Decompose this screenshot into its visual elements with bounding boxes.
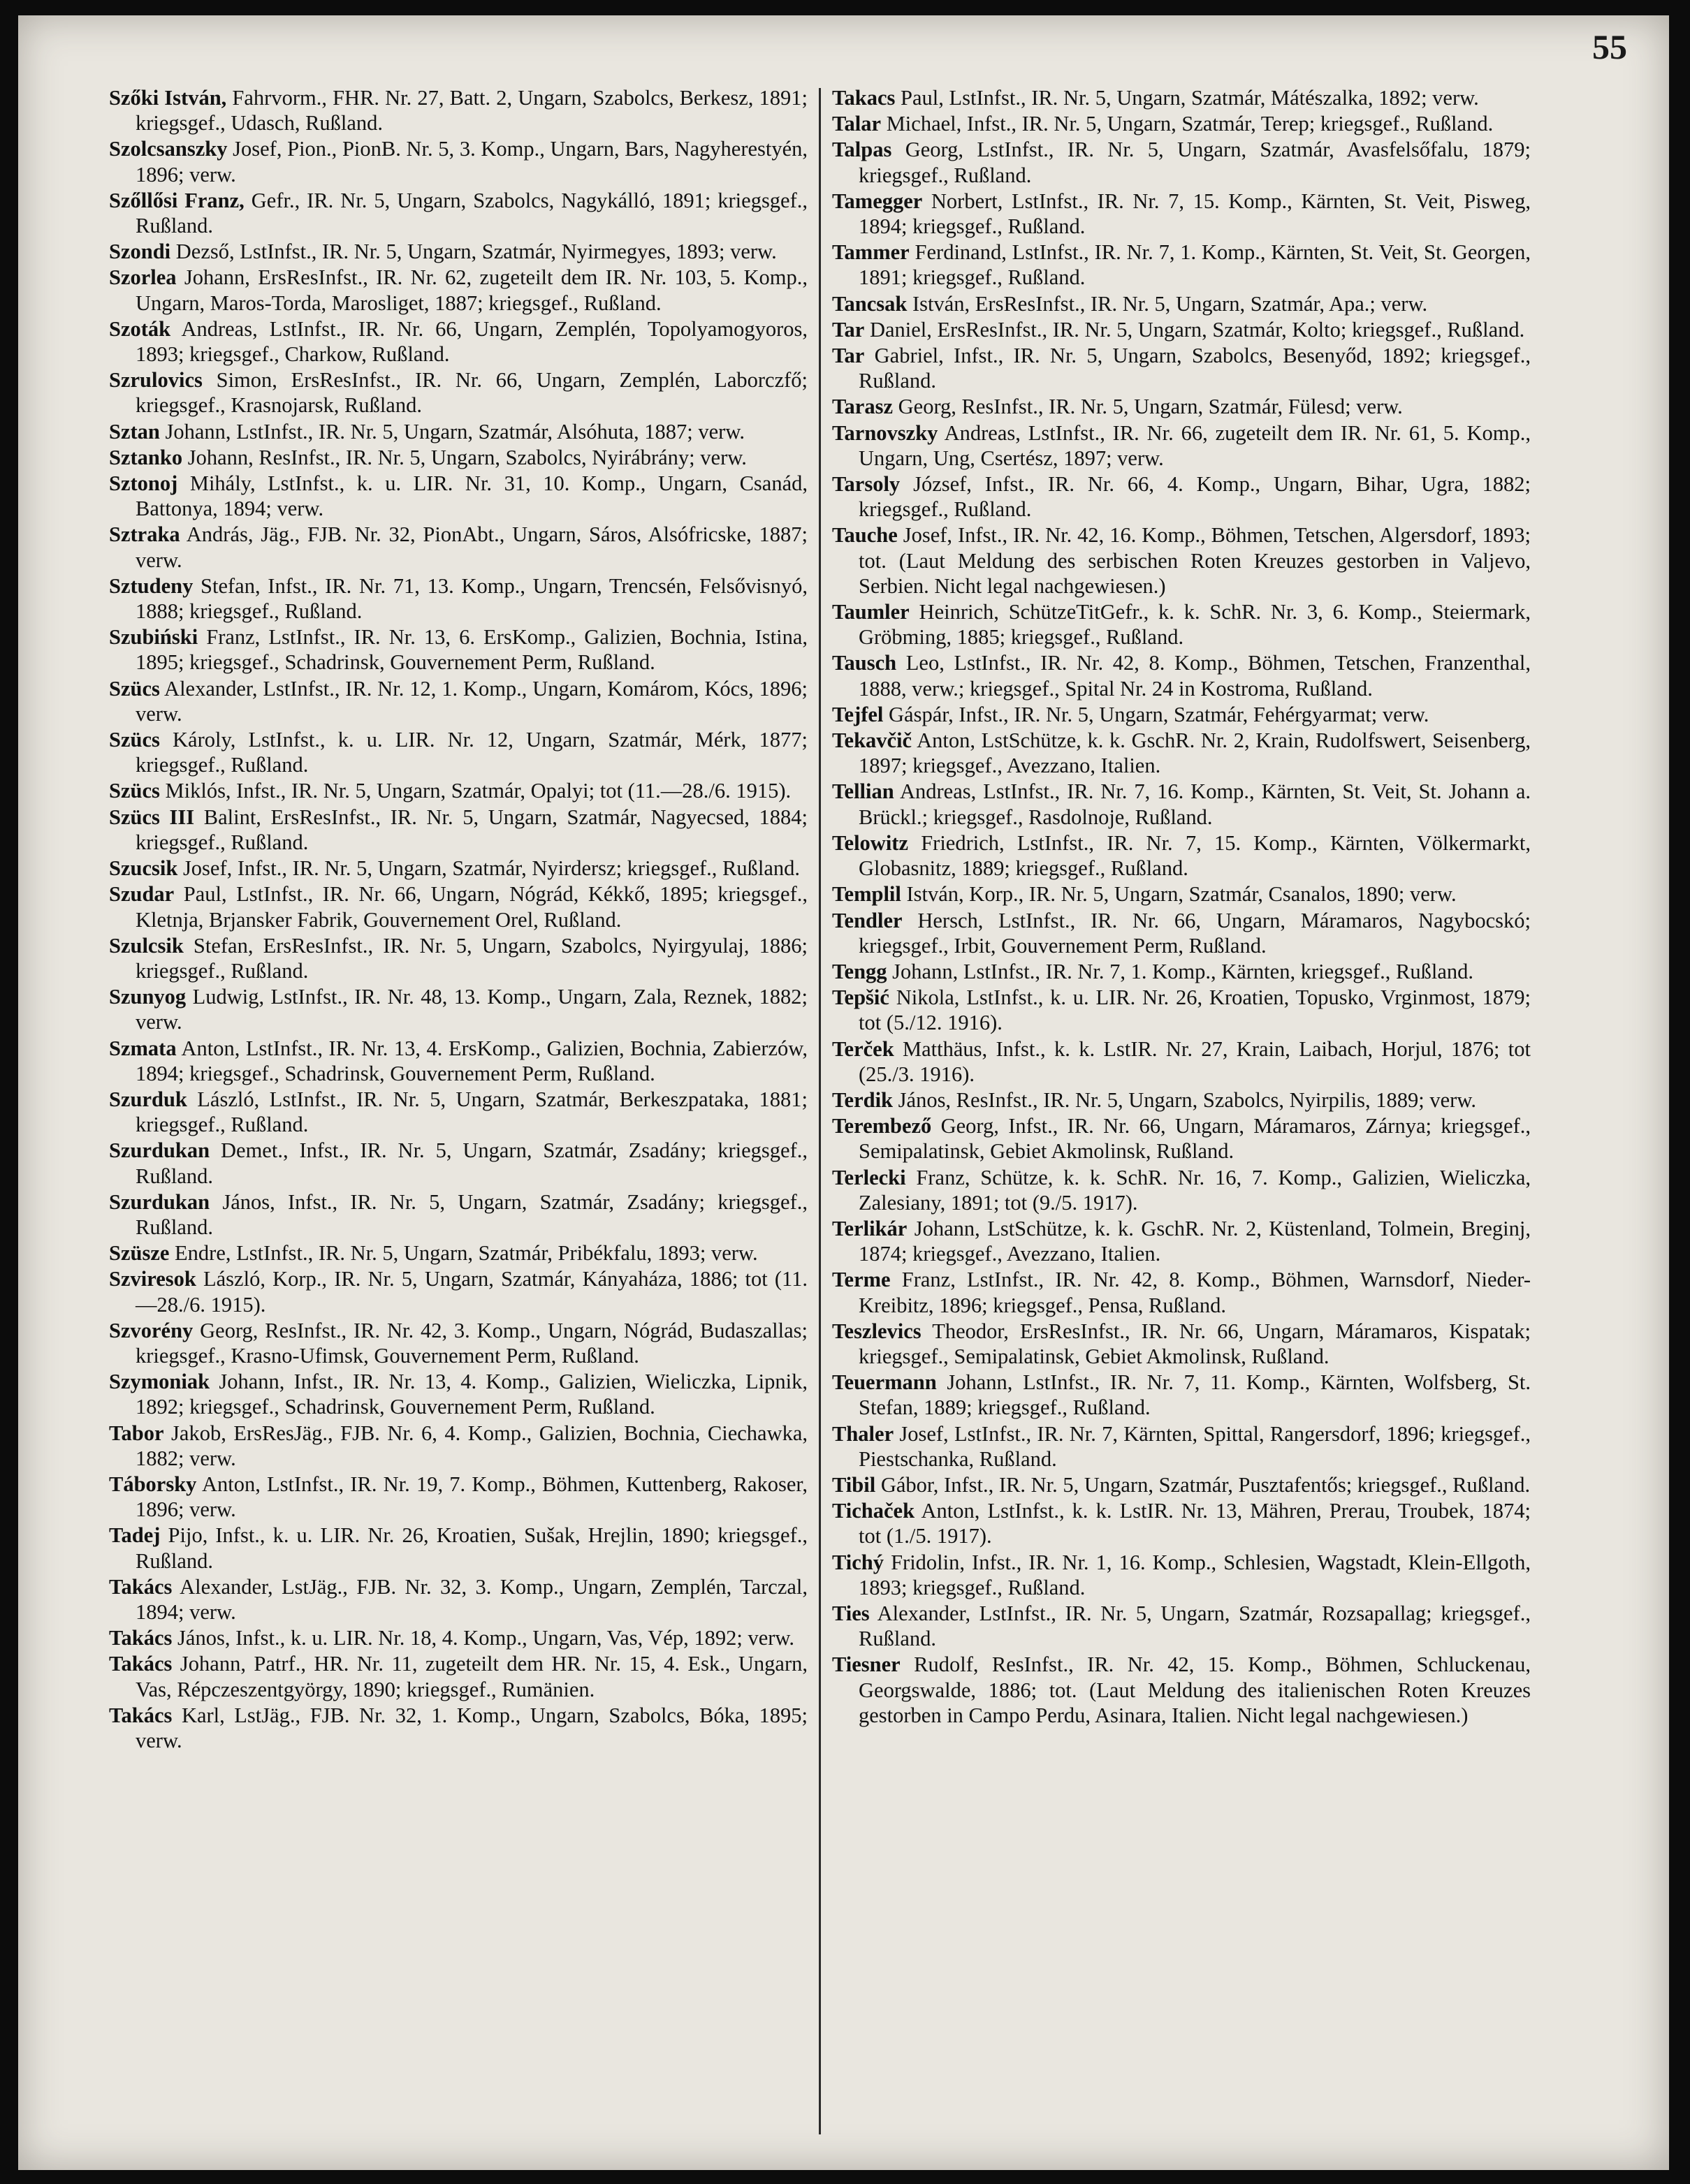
entry-surname: Teuermann (832, 1370, 937, 1395)
list-entry (109, 1138, 808, 1188)
list-entry (832, 137, 1531, 187)
entry-details: Johann, LstInfst., IR. Nr. 7, 11. Komp., Kärnten, Wolfsberg, St. Stefan, 1889; kriegsgef., Rußland. (859, 1370, 1531, 1420)
entry-details: Pijo, Infst., k. u. LIR. Nr. 26, Kroatien, Sušak, Hrejlin, 1890; kriegsgef., Rußland. (136, 1523, 808, 1573)
list-entry (832, 420, 1531, 471)
entry-surname: Szondi (109, 240, 171, 264)
entry-details: Stefan, ErsResInfst., IR. Nr. 5, Ungarn, Szabolcs, Nyirgyulaj, 1886; kriegsgef., Rußland. (136, 933, 808, 983)
entry-surname: Terme (832, 1268, 891, 1292)
entry-surname: Tar (832, 317, 865, 342)
entry-details: Leo, LstInfst., IR. Nr. 42, 8. Komp., Böhmen, Tetschen, Franzenthal, 1888, verw.; kriegsgef., Spital Nr. 24 in Kostroma, Rußland. (859, 651, 1531, 701)
entry-surname: Szubiński (109, 625, 198, 650)
entry-surname: Szurdukan (109, 1138, 210, 1163)
entry-details: Balint, ErsResInfst., IR. Nr. 5, Ungarn, Szatmár, Nagyecsed, 1884; kriegsgef., Rußland. (136, 805, 808, 854)
entry-details: Mihály, LstInfst., k. u. LIR. Nr. 31, 10. Komp., Ungarn, Csanád, Battonya, 1894; verw. (136, 471, 808, 521)
list-entry (109, 984, 808, 1034)
list-entry (832, 85, 1531, 110)
list-entry (109, 1087, 808, 1137)
list-entry (109, 1421, 808, 1471)
entry-details: Matthäus, Infst., k. k. LstIR. Nr. 27, Krain, Laibach, Horjul, 1876; tot (25./3. 1916). (859, 1036, 1531, 1086)
list-entry (832, 599, 1531, 650)
entry-details: József, Infst., IR. Nr. 66, 4. Komp., Ungarn, Bihar, Ugra, 1882; kriegsgef., Rußland. (859, 472, 1531, 522)
entry-details: Anton, LstSchütze, k. k. GschR. Nr. 2, Krain, Rudolfswert, Seisenberg, 1897; kriegsgef., Avezzano, Italien. (859, 728, 1531, 778)
entry-details: Stefan, Infst., IR. Nr. 71, 13. Komp., Ungarn, Trencsén, Felsővisnyó, 1888; kriegsgef., Rußland. (136, 573, 808, 624)
entry-details: János, Infst., k. u. LIR. Nr. 18, 4. Komp., Ungarn, Vas, Vép, 1892; verw. (177, 1626, 795, 1650)
list-entry (832, 1601, 1531, 1651)
entry-details: Alexander, LstInfst., IR. Nr. 5, Ungarn, Szatmár, Rozsapallag; kriegsgef., Rußland. (859, 1601, 1531, 1651)
list-entry (109, 239, 808, 264)
list-entry (109, 805, 808, 855)
list-entry (832, 522, 1531, 599)
entry-surname: Szücs (109, 676, 160, 701)
entry-surname: Talpas (832, 138, 892, 162)
entry-surname: Tarnovszky (832, 420, 938, 445)
list-entry (832, 394, 1531, 419)
list-entry (832, 959, 1531, 984)
list-entry (832, 985, 1531, 1035)
list-entry (832, 881, 1531, 907)
list-entry (109, 136, 808, 186)
entry-details: Gábor, Infst., IR. Nr. 5, Ungarn, Szatmár, Pusztafentős; kriegsgef., Rußland. (880, 1472, 1531, 1497)
entry-details: Gabriel, Infst., IR. Nr. 5, Ungarn, Szabolcs, Besenyőd, 1892; kriegsgef., Rußland. (859, 344, 1531, 393)
entry-details: Alexander, LstInfst., IR. Nr. 12, 1. Komp., Ungarn, Komárom, Kócs, 1896; verw. (136, 676, 808, 726)
entry-details: János, ResInfst., IR. Nr. 5, Ungarn, Szabolcs, Nyirpilis, 1889; verw. (898, 1087, 1477, 1112)
list-entry (832, 1267, 1531, 1317)
entry-details: Endre, LstInfst., IR. Nr. 5, Ungarn, Szatmár, Pribékfalu, 1893; verw. (175, 1241, 758, 1266)
entry-surname: Tar (832, 344, 865, 368)
entry-surname: Tellian (832, 779, 894, 804)
list-entry (832, 908, 1531, 958)
entry-surname: Takács (109, 1574, 173, 1599)
left-column (109, 85, 808, 1754)
entry-details: Johann, LstInfst., IR. Nr. 7, 1. Komp., Kärnten, kriegsgef., Rußland. (892, 959, 1474, 983)
entry-details: László, Korp., IR. Nr. 5, Ungarn, Szatmár, Kányaháza, 1886; tot (11.—28./6. 1915). (136, 1267, 808, 1317)
entry-details: Demet., Infst., IR. Nr. 5, Ungarn, Szatmár, Zsadány; kriegsgef., Rußland. (136, 1138, 808, 1188)
entry-details: Georg, LstInfst., IR. Nr. 5, Ungarn, Szatmár, Avasfelsőfalu, 1879; kriegsgef., Rußland. (859, 138, 1531, 187)
list-entry (832, 1319, 1531, 1369)
entry-surname: Sztan (109, 419, 160, 444)
list-entry (109, 445, 808, 470)
entry-surname: Szulcsik (109, 933, 184, 958)
entry-surname: Teszlevics (832, 1319, 922, 1343)
entry-surname: Tepšić (832, 985, 889, 1010)
entry-details: Nikola, LstInfst., k. u. LIR. Nr. 26, Kroatien, Topusko, Vrginmost, 1879; tot (5./12. 1916). (859, 985, 1531, 1035)
entry-surname: Szoták (109, 316, 171, 341)
list-entry (109, 367, 808, 418)
entry-details: Johann, Infst., IR. Nr. 13, 4. Komp., Galizien, Wieliczka, Lipnik, 1892; kriegsgef., Schadrinsk, Gouvernement Perm, Rußland. (136, 1370, 808, 1419)
list-entry (832, 1652, 1531, 1728)
entry-surname: Szüsze (109, 1241, 170, 1266)
entry-surname: Tarasz (832, 395, 893, 419)
entry-details: Daniel, ErsResInfst., IR. Nr. 5, Ungarn, Szatmár, Kolto; kriegsgef., Rußland. (869, 317, 1525, 342)
entry-details: Michael, Infst., IR. Nr. 5, Ungarn, Szatmár, Terep; kriegsgef., Rußland. (886, 112, 1494, 136)
entry-surname: Szviresok (109, 1267, 196, 1291)
list-entry (109, 856, 808, 881)
entry-surname: Szolcsanszky (109, 137, 228, 161)
list-entry (109, 522, 808, 572)
list-entry (832, 830, 1531, 881)
entry-details: Josef, Pion., PionB. Nr. 5, 3. Komp., Ungarn, Bars, Nagyherestyén, 1896; verw. (136, 137, 808, 186)
entry-surname: Szudar (109, 882, 175, 907)
entry-surname: Taumler (832, 600, 910, 624)
entry-details: Gefr., IR. Nr. 5, Ungarn, Szabolcs, Nagykálló, 1891; kriegsgef., Rußland. (136, 188, 808, 238)
list-entry (109, 265, 808, 315)
entry-surname: Tejfel (832, 702, 884, 726)
entry-surname: Talar (832, 112, 882, 136)
list-entry (109, 419, 808, 444)
list-entry (109, 676, 808, 726)
entry-details: Franz, Schütze, k. k. SchR. Nr. 16, 7. Komp., Galizien, Wieliczka, Zalesiany, 1891; tot (9./5. 1917). (859, 1165, 1531, 1215)
list-entry (109, 1318, 808, 1368)
list-entry (109, 1472, 808, 1522)
list-entry (109, 573, 808, 624)
list-entry (109, 1625, 808, 1650)
entry-surname: Takacs (832, 86, 896, 110)
entry-surname: Sztraka (109, 522, 180, 547)
entry-surname: Takács (109, 1703, 173, 1727)
entry-details: Johann, Patrf., HR. Nr. 11, zugeteilt dem HR. Nr. 15, 4. Esk., Ungarn, Vas, Répczeszentgyörgy, 1890; kriegsgef., Rumänien. (136, 1652, 808, 1701)
entry-details: Franz, LstInfst., IR. Nr. 13, 6. ErsKomp., Galizien, Bochnia, Istina, 1895; kriegsgef., Schadrinsk, Gouvernement Perm, Rußland. (136, 625, 808, 675)
document-page (18, 15, 1669, 2170)
entry-surname: Szőki István, (109, 86, 227, 110)
list-entry (832, 1421, 1531, 1472)
entry-details: Josef, Infst., IR. Nr. 42, 16. Komp., Böhmen, Tetschen, Algersdorf, 1893; tot. (Laut Meldung des serbischen Roten Kreuzes gestorben in Valjevo, Serbien. Nicht legal nachgewiesen.) (859, 523, 1531, 598)
entry-surname: Tarsoly (832, 472, 901, 497)
list-entry (109, 316, 808, 367)
entry-details: Simon, ErsResInfst., IR. Nr. 66, Ungarn, Zemplén, Laborczfő; kriegsgef., Krasnojarsk, Rußland. (136, 368, 808, 418)
list-entry (832, 1087, 1531, 1113)
entry-surname: Sztudeny (109, 573, 194, 598)
list-entry (832, 1165, 1531, 1215)
entry-surname: Szrulovics (109, 368, 203, 393)
list-entry (832, 1216, 1531, 1266)
entry-details: Károly, LstInfst., k. u. LIR. Nr. 12, Ungarn, Szatmár, Mérk, 1877; kriegsgef., Rußland. (136, 728, 808, 777)
entry-details: István, ErsResInfst., IR. Nr. 5, Ungarn, Szatmár, Apa.; verw. (912, 291, 1428, 316)
entry-details: Miklós, Infst., IR. Nr. 5, Ungarn, Szatmár, Opalyi; tot (11.—28./6. 1915). (165, 779, 792, 803)
entry-details: Fahrvorm., FHR. Nr. 27, Batt. 2, Ungarn, Szabolcs, Berkesz, 1891; kriegsgef., Udasch, Rußland. (136, 86, 808, 135)
list-entry (832, 1113, 1531, 1164)
list-entry (109, 1189, 808, 1240)
entry-surname: Táborsky (109, 1472, 197, 1496)
entry-surname: Tendler (832, 908, 903, 932)
list-entry (832, 471, 1531, 522)
entry-details: Georg, Infst., IR. Nr. 66, Ungarn, Máramaros, Zárnya; kriegsgef., Semipalatinsk, Gebiet Akmolinsk, Rußland. (859, 1114, 1531, 1164)
list-entry (109, 1266, 808, 1317)
entry-details: Andreas, LstInfst., IR. Nr. 66, zugeteilt dem IR. Nr. 61, 5. Komp., Ungarn, Ung, Csertész, 1897; verw. (859, 420, 1531, 470)
entry-details: Georg, ResInfst., IR. Nr. 5, Ungarn, Szatmár, Fülesd; verw. (898, 395, 1403, 419)
entry-details: Friedrich, LstInfst., IR. Nr. 7, 15. Komp., Kärnten, Völkermarkt, Globasnitz, 1889; kriegsgef., Rußland. (859, 830, 1531, 881)
entry-surname: Telowitz (832, 830, 908, 855)
entry-surname: Szurduk (109, 1087, 187, 1111)
entry-details: László, LstInfst., IR. Nr. 5, Ungarn, Szatmár, Berkeszpataka, 1881; kriegsgef., Rußland. (136, 1087, 808, 1137)
entry-surname: Sztonoj (109, 471, 178, 496)
page-number: 55 (1592, 27, 1627, 66)
list-entry (109, 471, 808, 521)
entry-details: Alexander, LstJäg., FJB. Nr. 32, 3. Komp., Ungarn, Zemplén, Tarczal, 1894; verw. (136, 1574, 808, 1624)
list-entry (109, 1703, 808, 1753)
entry-surname: Terdik (832, 1087, 894, 1112)
entry-surname: Tausch (832, 651, 897, 675)
list-entry (109, 1651, 808, 1701)
entry-details: Ferdinand, LstInfst., IR. Nr. 7, 1. Komp., Kärnten, St. Veit, St. Georgen, 1891; kriegsgef., Rußland. (859, 240, 1531, 290)
entry-details: Paul, LstInfst., IR. Nr. 5, Ungarn, Szatmár, Mátészalka, 1892; verw. (901, 86, 1479, 110)
list-entry (832, 111, 1531, 136)
list-entry (832, 1036, 1531, 1087)
entry-surname: Szücs (109, 779, 160, 803)
list-entry (109, 1369, 808, 1419)
list-entry (832, 240, 1531, 290)
list-entry (109, 624, 808, 675)
entry-details: Dezső, LstInfst., IR. Nr. 5, Ungarn, Szatmár, Nyirmegyes, 1893; verw. (175, 240, 777, 264)
entry-details: Franz, LstInfst., IR. Nr. 42, 8. Komp., Böhmen, Warnsdorf, Nieder-Kreibitz, 1896; kriegsgef., Pensa, Rußland. (859, 1268, 1531, 1317)
list-entry (832, 1370, 1531, 1420)
entry-surname: Szymoniak (109, 1370, 210, 1394)
entry-details: Andreas, LstInfst., IR. Nr. 66, Ungarn, Zemplén, Topolyamogyoros, 1893; kriegsgef., Charkow, Rußland. (136, 316, 808, 367)
entry-surname: Tichaček (832, 1499, 915, 1523)
list-entry (109, 881, 808, 932)
list-entry (109, 1523, 808, 1573)
entry-details: Hersch, LstInfst., IR. Nr. 66, Ungarn, Máramaros, Nagybocskó; kriegsgef., Irbit, Gouvernement Perm, Rußland. (859, 908, 1531, 958)
list-entry (109, 1036, 808, 1086)
entry-details: Andreas, LstInfst., IR. Nr. 7, 16. Komp., Kärnten, St. Veit, St. Johann a. Brückl.; kriegsgef., Rasdolnoje, Rußland. (859, 779, 1531, 829)
list-entry (832, 317, 1531, 342)
entry-surname: Szucsik (109, 856, 178, 881)
entry-surname: Szücs III (109, 805, 195, 829)
entry-surname: Tauche (832, 523, 898, 548)
entry-details: Jakob, ErsResJäg., FJB. Nr. 6, 4. Komp., Galizien, Bochnia, Ciechawka, 1882; verw. (136, 1421, 808, 1470)
entry-details: Norbert, LstInfst., IR. Nr. 7, 15. Komp., Kärnten, St. Veit, Pisweg, 1894; kriegsgef., Rußland. (859, 189, 1531, 239)
entry-details: Theodor, ErsResInfst., IR. Nr. 66, Ungarn, Máramaros, Kispatak; kriegsgef., Semipalatinsk, Gebiet Akmolinsk, Rußland. (859, 1319, 1531, 1368)
list-entry (832, 702, 1531, 727)
entry-surname: Szvorény (109, 1318, 194, 1342)
list-entry (832, 650, 1531, 701)
entry-surname: Tekavčič (832, 728, 912, 753)
list-entry (832, 1472, 1531, 1497)
right-column (832, 85, 1531, 1729)
entry-details: Johann, LstSchütze, k. k. GschR. Nr. 2, Küstenland, Tolmein, Breginj, 1874; kriegsgef., Avezzano, Italien. (859, 1216, 1531, 1266)
entry-details: Karl, LstJäg., FJB. Nr. 32, 1. Komp., Ungarn, Szabolcs, Bóka, 1895; verw. (136, 1703, 808, 1752)
list-entry (832, 1498, 1531, 1548)
list-entry (109, 1240, 808, 1266)
entry-details: István, Korp., IR. Nr. 5, Ungarn, Szatmár, Csanalos, 1890; verw. (906, 882, 1457, 907)
entry-surname: Terembező (832, 1114, 932, 1138)
entry-surname: Tichý (832, 1550, 884, 1574)
entry-surname: Tadej (109, 1523, 161, 1548)
entry-surname: Szmata (109, 1036, 177, 1060)
list-entry (832, 343, 1531, 393)
list-entry (109, 1574, 808, 1625)
entry-surname: Tammer (832, 240, 910, 265)
entry-surname: Szorlea (109, 265, 177, 290)
entry-surname: Szurdukan (109, 1189, 210, 1214)
entry-surname: Tengg (832, 959, 887, 983)
entry-details: Anton, LstInfst., k. k. LstIR. Nr. 13, Mähren, Prerau, Troubek, 1874; tot (1./5. 1917). (859, 1499, 1531, 1548)
entry-details: Georg, ResInfst., IR. Nr. 42, 3. Komp., Ungarn, Nógrád, Budaszallas; kriegsgef., Krasno-Ufimsk, Gouvernement Perm, Rußland. (136, 1318, 808, 1368)
entry-surname: Thaler (832, 1421, 894, 1446)
entry-surname: Szunyog (109, 985, 187, 1009)
list-entry (109, 85, 808, 135)
list-entry (832, 291, 1531, 316)
list-entry (109, 188, 808, 238)
entry-details: Johann, LstInfst., IR. Nr. 5, Ungarn, Szatmár, Alsóhuta, 1887; verw. (165, 419, 745, 444)
entry-surname: Szőllősi Franz, (109, 188, 245, 212)
entry-surname: Tibil (832, 1472, 876, 1497)
entry-surname: Sztanko (109, 445, 183, 469)
entry-details: András, Jäg., FJB. Nr. 32, PionAbt., Ungarn, Sáros, Alsófricske, 1887; verw. (136, 522, 808, 572)
entry-surname: Takács (109, 1652, 173, 1676)
entry-surname: Tiesner (832, 1652, 901, 1677)
list-entry (109, 933, 808, 983)
list-entry (832, 779, 1531, 829)
entry-surname: Ties (832, 1601, 870, 1625)
entry-details: János, Infst., IR. Nr. 5, Ungarn, Szatmár, Zsadány; kriegsgef., Rußland. (136, 1189, 808, 1239)
list-entry (832, 1550, 1531, 1600)
entry-surname: Tabor (109, 1421, 164, 1445)
entry-details: Anton, LstInfst., IR. Nr. 19, 7. Komp., Böhmen, Kuttenberg, Rakoser, 1896; verw. (136, 1472, 808, 1522)
entry-surname: Templil (832, 882, 901, 907)
entry-details: Johann, ErsResInfst., IR. Nr. 62, zugeteilt dem IR. Nr. 103, 5. Komp., Ungarn, Maros-Torda, Marosliget, 1887; kriegsgef., Rußland. (136, 265, 808, 315)
list-entry (109, 778, 808, 803)
entry-surname: Tancsak (832, 291, 908, 316)
column-divider (819, 88, 821, 2134)
entry-details: Josef, LstInfst., IR. Nr. 7, Kärnten, Spittal, Rangersdorf, 1896; kriegsgef., Piestschanka, Rußland. (859, 1421, 1531, 1471)
entry-surname: Szücs (109, 728, 160, 752)
entry-details: Paul, LstInfst., IR. Nr. 66, Ungarn, Nógrád, Kékkő, 1895; kriegsgef., Kletnja, Brjansker Fabrik, Gouvernement Orel, Rußland. (136, 882, 808, 932)
entry-details: Ludwig, LstInfst., IR. Nr. 48, 13. Komp., Ungarn, Zala, Reznek, 1882; verw. (136, 985, 808, 1034)
entry-surname: Terček (832, 1036, 894, 1061)
entry-details: Fridolin, Infst., IR. Nr. 1, 16. Komp., Schlesien, Wagstadt, Klein-Ellgoth, 1893; kriegsgef., Rußland. (859, 1550, 1531, 1599)
entry-details: Heinrich, SchützeTitGefr., k. k. SchR. Nr. 3, 6. Komp., Steiermark, Gröbming, 1885; kriegsgef., Rußland. (859, 600, 1531, 650)
entry-details: Josef, Infst., IR. Nr. 5, Ungarn, Szatmár, Nyirdersz; kriegsgef., Rußland. (182, 856, 801, 881)
entry-surname: Terlecki (832, 1165, 906, 1189)
list-entry (832, 189, 1531, 239)
entry-details: Anton, LstInfst., IR. Nr. 13, 4. ErsKomp., Galizien, Bochnia, Zabierzów, 1894; kriegsgef., Schadrinsk, Gouvernement Perm, Rußland. (136, 1036, 808, 1085)
entry-details: Gáspár, Infst., IR. Nr. 5, Ungarn, Szatmár, Fehérgyarmat; verw. (889, 702, 1429, 726)
entry-surname: Tamegger (832, 189, 923, 213)
list-entry (832, 728, 1531, 778)
list-entry (109, 727, 808, 777)
entry-details: Johann, ResInfst., IR. Nr. 5, Ungarn, Szabolcs, Nyirábrány; verw. (187, 445, 747, 469)
entry-surname: Takács (109, 1626, 173, 1650)
entry-details: Rudolf, ResInfst., IR. Nr. 42, 15. Komp., Böhmen, Schluckenau, Georgswalde, 1886; tot. (Laut Meldung des italienischen Roten Kreuzes gestorben in Campo Perdu, Asinara, Italien. Nicht legal nachgewiesen.) (859, 1652, 1531, 1727)
entry-surname: Terlikár (832, 1216, 908, 1240)
